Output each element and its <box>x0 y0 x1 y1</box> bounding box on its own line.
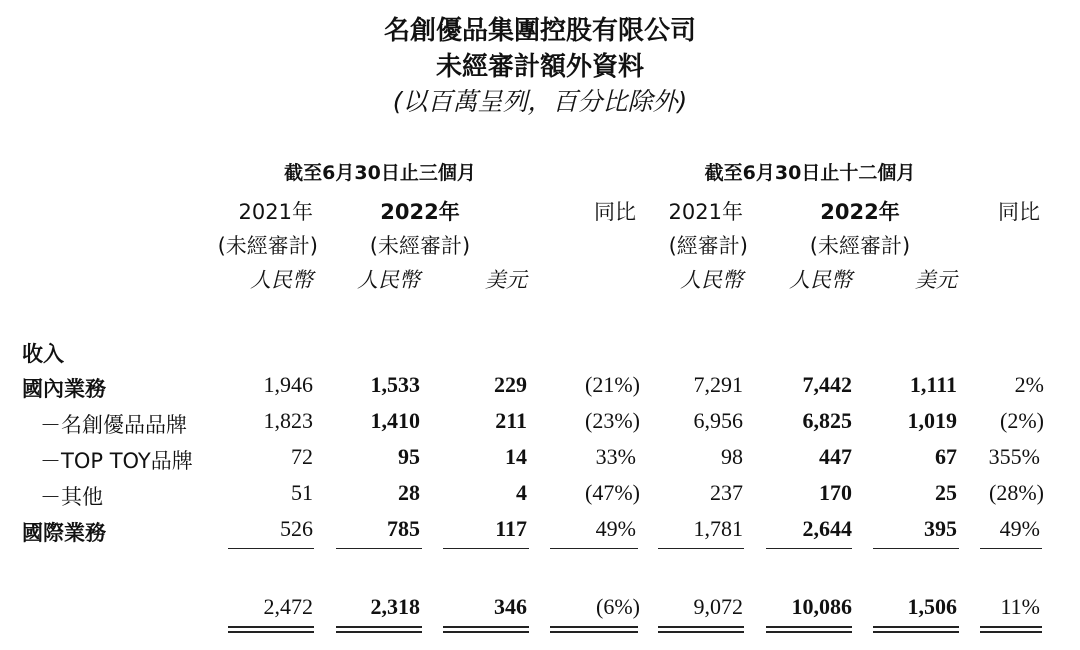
total-cell: 11% <box>1000 594 1040 619</box>
unit-note: (以百萬呈列，百分比除外) <box>392 87 688 116</box>
subtotal-rule <box>336 548 422 549</box>
cell: 33% <box>595 444 636 469</box>
section-revenue-label: 收入 <box>22 342 64 366</box>
company-title: 名創優品集團控股有限公司 <box>383 16 696 46</box>
subtotal-rule <box>873 548 959 549</box>
cell: 526 <box>280 516 313 541</box>
total-cell: (6%) <box>596 594 640 619</box>
cell: 170 <box>819 480 852 505</box>
subtotal-rule <box>766 548 852 549</box>
cell: 395 <box>924 516 957 541</box>
row-label-others: －其他 <box>40 485 103 509</box>
cell: 237 <box>710 480 743 505</box>
subtotal-rule <box>443 548 529 549</box>
col-2022-12m-currency: 人民幣 <box>789 268 852 292</box>
total-cell: 346 <box>494 594 527 619</box>
col-2022-3m-currency: 人民幣 <box>357 268 420 292</box>
report-subtitle: 未經審計額外資料 <box>435 52 644 82</box>
cell: 67 <box>935 444 957 469</box>
cell: 95 <box>398 444 420 469</box>
cell: 28 <box>398 480 420 505</box>
col-2021-3m-year: 2021年 <box>238 200 313 224</box>
cell: 1,019 <box>907 408 957 433</box>
col-2021-12m-currency: 人民幣 <box>680 268 743 292</box>
cell: 7,442 <box>802 372 852 397</box>
col-2021-12m-year: 2021年 <box>668 200 743 224</box>
cell: 72 <box>291 444 313 469</box>
cell: 51 <box>291 480 313 505</box>
col-2022-12m-year: 2022年 <box>820 200 900 224</box>
cell: 25 <box>935 480 957 505</box>
col-usd-3m-currency: 美元 <box>485 268 527 292</box>
cell: (2%) <box>1000 408 1044 433</box>
subtotal-rule <box>658 548 744 549</box>
total-double-rule <box>228 626 314 633</box>
cell: 1,111 <box>909 372 957 397</box>
col-2022-3m-status: (未經審計) <box>369 234 471 258</box>
cell: 2,644 <box>802 516 852 541</box>
cell: 6,956 <box>693 408 743 433</box>
total-cell: 9,072 <box>693 594 743 619</box>
col-2022-12m-status: (未經審計) <box>809 234 911 258</box>
row-label-international: 國際業務 <box>22 521 106 545</box>
cell: (47%) <box>585 480 640 505</box>
col-2021-3m-currency: 人民幣 <box>250 268 313 292</box>
total-double-rule <box>980 626 1042 633</box>
total-double-rule <box>443 626 529 633</box>
total-double-rule <box>658 626 744 633</box>
col-yoy-12m: 同比 <box>998 200 1040 224</box>
cell: 4 <box>516 480 527 505</box>
cell: (21%) <box>585 372 640 397</box>
cell: 785 <box>387 516 420 541</box>
total-cell: 2,318 <box>370 594 420 619</box>
row-label-domestic: 國內業務 <box>22 377 106 401</box>
cell: 1,823 <box>263 408 313 433</box>
period-twelve-months: 截至6月30日止十二個月 <box>704 162 916 184</box>
total-cell: 1,506 <box>907 594 957 619</box>
subtotal-rule <box>550 548 638 549</box>
cell: 229 <box>494 372 527 397</box>
col-2021-3m-status: (未經審計) <box>217 234 318 258</box>
cell: 211 <box>495 408 527 433</box>
cell: 98 <box>721 444 743 469</box>
cell: 49% <box>595 516 636 541</box>
cell: 49% <box>999 516 1040 541</box>
cell: 2% <box>1014 372 1044 397</box>
col-usd-12m-currency: 美元 <box>915 268 957 292</box>
total-cell: 2,472 <box>263 594 313 619</box>
cell: 1,410 <box>370 408 420 433</box>
col-yoy-3m: 同比 <box>594 200 636 224</box>
cell: 117 <box>495 516 527 541</box>
row-label-miniso-brand: －名創優品品牌 <box>40 413 187 437</box>
subtotal-rule <box>228 548 314 549</box>
cell: (28%) <box>989 480 1044 505</box>
cell: 7,291 <box>693 372 743 397</box>
cell: 1,781 <box>693 516 743 541</box>
total-double-rule <box>873 626 959 633</box>
cell: 355% <box>988 444 1040 469</box>
cell: 1,533 <box>370 372 420 397</box>
total-cell: 10,086 <box>791 594 852 619</box>
cell: (23%) <box>585 408 640 433</box>
cell: 1,946 <box>263 372 313 397</box>
cell: 14 <box>505 444 527 469</box>
col-2022-3m-year: 2022年 <box>380 200 460 224</box>
total-double-rule <box>550 626 638 633</box>
subtotal-rule <box>980 548 1042 549</box>
total-double-rule <box>766 626 852 633</box>
cell: 6,825 <box>802 408 852 433</box>
cell: 447 <box>819 444 852 469</box>
col-2021-12m-status: (經審計) <box>668 234 748 258</box>
period-three-months: 截至6月30日止三個月 <box>284 162 476 184</box>
total-double-rule <box>336 626 422 633</box>
row-label-toptoy-brand: －TOP TOY品牌 <box>40 449 193 473</box>
